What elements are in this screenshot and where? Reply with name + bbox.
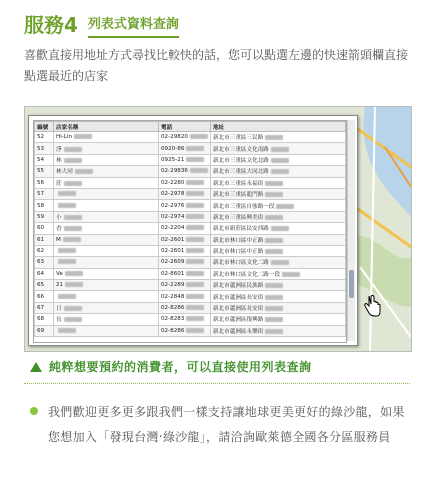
cell-text: 21 xyxy=(56,282,64,289)
redacted-text xyxy=(265,329,283,334)
cell-text: 新北市三重區文化南路 xyxy=(212,146,269,153)
cell-phone xyxy=(159,325,211,336)
cell-text: 林 xyxy=(56,157,62,164)
cell-store-name xyxy=(54,223,159,234)
cell-store-name xyxy=(54,200,159,211)
cell-text: 新北市林口區中正路 xyxy=(212,249,264,256)
redacted-text xyxy=(75,169,93,174)
cell-text: 59 xyxy=(37,213,45,220)
table-row[interactable] xyxy=(35,291,346,302)
redacted-text xyxy=(265,215,283,220)
redacted-text xyxy=(186,271,204,276)
cell-address xyxy=(210,177,345,188)
cell-text: 香 xyxy=(56,226,62,233)
redacted-text xyxy=(186,203,204,208)
cell-store-name xyxy=(54,291,159,302)
cell-store-name xyxy=(54,177,159,188)
cell-no xyxy=(35,268,54,279)
redacted-text xyxy=(186,237,204,242)
redacted-text xyxy=(58,203,76,208)
store-list-table xyxy=(34,121,346,337)
redacted-text xyxy=(65,271,83,276)
bullet-note xyxy=(30,400,410,450)
cell-address xyxy=(210,257,345,268)
cell-text: 02-8286 xyxy=(161,305,185,312)
figure-caption xyxy=(30,358,312,375)
cell-no xyxy=(35,177,54,188)
redacted-text xyxy=(186,157,204,162)
cell-text: 62 xyxy=(37,248,45,255)
cell-text: 02-2976 xyxy=(161,202,185,209)
redacted-text xyxy=(186,146,204,151)
cell-text: 61 xyxy=(37,236,45,243)
cell-text: 53 xyxy=(37,145,45,152)
cell-phone xyxy=(159,314,211,325)
cell-address xyxy=(210,143,345,154)
cell-phone xyxy=(159,234,211,245)
col-header-phone[interactable]: 電話 xyxy=(159,122,211,132)
cell-no xyxy=(35,154,54,165)
cell-phone xyxy=(159,132,211,143)
table-row[interactable] xyxy=(35,166,346,177)
redacted-text xyxy=(186,282,204,287)
cell-address xyxy=(210,245,345,256)
redacted-text xyxy=(265,135,283,140)
redacted-text xyxy=(186,259,204,264)
cell-phone xyxy=(159,291,211,302)
caption-text: 純粹想要預約的消費者，可以直接使用列表查詢 xyxy=(49,360,312,374)
redacted-text xyxy=(65,282,83,287)
cell-phone xyxy=(159,302,211,313)
cell-text: 57 xyxy=(37,191,45,198)
table-row[interactable] xyxy=(35,200,346,211)
redacted-text xyxy=(64,306,82,311)
cell-text: 02-2601 xyxy=(161,248,185,255)
redacted-text xyxy=(186,328,204,333)
cell-text: 02-2289 xyxy=(161,282,185,289)
cell-no xyxy=(35,302,54,313)
redacted-text xyxy=(271,226,289,231)
cell-store-name xyxy=(54,132,159,143)
cell-no xyxy=(35,188,54,199)
redacted-text xyxy=(58,259,76,264)
cell-text: 新北市蘆洲區永樂街 xyxy=(212,328,264,335)
col-header-address[interactable]: 地址 xyxy=(210,122,345,132)
intro-text: 喜歡直接用地址方式尋找比較快的話，您可以點選左邊的快速箭頭欄直接點選最近的店家 xyxy=(24,48,409,83)
table-row[interactable] xyxy=(35,280,346,291)
cell-text: 02-2848 xyxy=(161,293,185,300)
cell-store-name xyxy=(54,143,159,154)
redacted-text xyxy=(265,295,283,300)
col-header-name[interactable]: 店家名稱 xyxy=(54,122,159,132)
redacted-text xyxy=(58,248,76,253)
cell-text: 新北市蘆洲區長安街 xyxy=(212,306,264,313)
table-row[interactable] xyxy=(35,177,346,188)
redacted-text xyxy=(186,180,204,185)
redacted-text xyxy=(265,317,283,322)
redacted-text xyxy=(64,147,82,152)
cell-text: 52 xyxy=(37,134,45,141)
cell-text: 02-2974 xyxy=(161,213,185,220)
cell-text: 65 xyxy=(37,282,45,289)
redacted-text xyxy=(282,272,300,277)
cell-store-name xyxy=(54,211,159,222)
table-row[interactable] xyxy=(35,223,346,234)
table-row[interactable] xyxy=(35,245,346,256)
cell-text: 長 xyxy=(56,317,62,324)
section-header xyxy=(24,6,179,38)
cell-no xyxy=(35,280,54,291)
cell-text: 新北市三重區永福街 xyxy=(212,180,264,187)
cell-text: 0925-21 xyxy=(161,156,185,163)
cell-phone xyxy=(159,188,211,199)
cell-text: 02-2204 xyxy=(161,225,185,232)
cell-address xyxy=(210,223,345,234)
cell-text: 55 xyxy=(37,168,45,175)
cell-address xyxy=(210,291,345,302)
table-row[interactable] xyxy=(35,132,346,143)
cell-phone xyxy=(159,268,211,279)
cell-no xyxy=(35,257,54,268)
cell-text: 新北市三重區大同北路 xyxy=(212,169,269,176)
cell-no xyxy=(35,325,54,336)
cell-text: 日 xyxy=(56,306,62,313)
redacted-text xyxy=(276,204,294,209)
cell-text: 新北市三重區龍門路 xyxy=(212,192,264,199)
cell-address xyxy=(210,132,345,143)
redacted-text xyxy=(271,169,289,174)
table-row[interactable] xyxy=(35,143,346,154)
cell-phone xyxy=(159,177,211,188)
redacted-text xyxy=(64,181,82,186)
table-row[interactable] xyxy=(35,268,346,279)
table-row[interactable] xyxy=(35,302,346,313)
cell-text: 02-2609 xyxy=(161,259,185,266)
cell-text: 小 xyxy=(56,214,62,221)
cell-text: 02-8601 xyxy=(161,270,185,277)
redacted-text xyxy=(265,249,283,254)
cell-store-name xyxy=(54,280,159,291)
cell-no xyxy=(35,211,54,222)
cell-text: 新北市三重區文化北路 xyxy=(212,157,269,164)
cell-text: 63 xyxy=(37,259,45,266)
cell-text: 69 xyxy=(37,327,45,334)
cell-phone xyxy=(159,280,211,291)
store-list-table-wrap xyxy=(33,120,347,343)
cell-text: 58 xyxy=(37,202,45,209)
cell-address xyxy=(210,302,345,313)
cell-text: 66 xyxy=(37,293,45,300)
cell-text: Hi-Lin xyxy=(56,134,72,141)
cell-no xyxy=(35,200,54,211)
cell-phone xyxy=(159,257,211,268)
triangle-up-icon xyxy=(30,362,42,372)
redacted-text xyxy=(190,134,208,139)
table-scrollbar[interactable] xyxy=(347,120,355,341)
bullet-dot-icon xyxy=(30,407,38,415)
cell-text: M xyxy=(56,236,61,243)
cell-address xyxy=(210,211,345,222)
redacted-text xyxy=(64,215,82,220)
cell-text: 02-2978 xyxy=(161,191,185,198)
redacted-text xyxy=(58,328,76,333)
cell-address xyxy=(210,280,345,291)
table-row[interactable] xyxy=(35,257,346,268)
screenshot-figure xyxy=(24,106,412,352)
cell-text: 02-2601 xyxy=(161,236,185,243)
hand-pointer-icon xyxy=(363,295,381,317)
cell-text: 02-2280 xyxy=(161,179,185,186)
cell-text: 新北市蘆洲區復興路 xyxy=(212,317,264,324)
cell-phone xyxy=(159,245,211,256)
table-row[interactable] xyxy=(35,234,346,245)
cell-text: 54 xyxy=(37,156,45,163)
service-title: 列表式資料查詢 xyxy=(88,15,179,38)
cell-text: Ve xyxy=(56,270,63,277)
redacted-text xyxy=(63,237,81,242)
cell-phone xyxy=(159,223,211,234)
note-text: 我們歡迎更多更多跟我們一樣支持讓地球更美更好的綠沙龍，如果您想加入「發現台灣‧綠沙龍」，請洽詢歐萊德全國各分區服務員 xyxy=(48,405,405,444)
redacted-text xyxy=(64,226,82,231)
cell-store-name xyxy=(54,166,159,177)
cell-text: 新北市蘆洲區長安街 xyxy=(212,294,264,301)
redacted-text xyxy=(58,294,76,299)
cell-phone xyxy=(159,143,211,154)
redacted-text xyxy=(265,283,283,288)
redacted-text xyxy=(186,191,204,196)
cell-address xyxy=(210,325,345,336)
cell-text: 新北市三重區三民路 xyxy=(212,135,264,142)
redacted-text xyxy=(271,260,289,265)
redacted-text xyxy=(186,305,204,310)
table-row[interactable] xyxy=(35,314,346,325)
cell-address xyxy=(210,200,345,211)
divider xyxy=(24,383,410,384)
cell-phone xyxy=(159,200,211,211)
cell-store-name xyxy=(54,257,159,268)
cell-store-name xyxy=(54,302,159,313)
table-row[interactable] xyxy=(35,188,346,199)
cell-store-name xyxy=(54,234,159,245)
cell-no xyxy=(35,166,54,177)
redacted-text xyxy=(64,317,82,322)
cell-store-name xyxy=(54,245,159,256)
cell-no xyxy=(35,143,54,154)
redacted-text xyxy=(271,158,289,163)
table-row[interactable] xyxy=(35,325,346,336)
cell-text: 02-29836 xyxy=(161,168,188,175)
cell-text: 0920-86 xyxy=(161,145,185,152)
cell-text: 60 xyxy=(37,225,45,232)
cell-text: 新北市三重區興美街 xyxy=(212,214,264,221)
cell-address xyxy=(210,314,345,325)
cell-text: 02-29820 xyxy=(161,134,188,141)
store-list-panel xyxy=(28,115,358,346)
cell-text: 67 xyxy=(37,305,45,312)
redacted-text xyxy=(186,294,204,299)
cell-address xyxy=(210,234,345,245)
redacted-text xyxy=(186,214,204,219)
cell-phone xyxy=(159,154,211,165)
cell-no xyxy=(35,132,54,143)
redacted-text xyxy=(58,191,76,196)
redacted-text xyxy=(271,147,289,152)
cell-no xyxy=(35,291,54,302)
cell-store-name xyxy=(54,154,159,165)
col-header-no[interactable]: 編號 xyxy=(35,122,54,132)
cell-text: 56 xyxy=(37,179,45,186)
cell-no xyxy=(35,223,54,234)
cell-text: 新北市林口區文化二路 xyxy=(212,260,269,267)
redacted-text xyxy=(190,168,208,173)
redacted-text xyxy=(265,181,283,186)
cell-store-name xyxy=(54,314,159,325)
redacted-text xyxy=(186,248,204,253)
redacted-text xyxy=(74,134,92,139)
cell-text: 淨 xyxy=(56,146,62,153)
cell-store-name xyxy=(54,268,159,279)
cell-address xyxy=(210,268,345,279)
cell-text: 新北市林口區中正路 xyxy=(212,237,264,244)
cell-text: 68 xyxy=(37,316,45,323)
redacted-text xyxy=(186,225,204,230)
cell-phone xyxy=(159,166,211,177)
redacted-text xyxy=(265,192,283,197)
redacted-text xyxy=(265,238,283,243)
table-header-row xyxy=(35,122,346,132)
cell-no xyxy=(35,314,54,325)
cell-address xyxy=(210,188,345,199)
table-row[interactable] xyxy=(35,211,346,222)
cell-text: 莊 xyxy=(56,180,62,187)
cell-text: 新北市新莊區民安西路 xyxy=(212,226,269,233)
service-number: 服務4 xyxy=(24,13,78,37)
cell-phone xyxy=(159,211,211,222)
redacted-text xyxy=(64,158,82,163)
cell-text: 新北市林口區文化二路一段 xyxy=(212,271,281,278)
cell-no xyxy=(35,245,54,256)
cell-text: 新北市蘆洲區民族路 xyxy=(212,283,264,290)
table-body xyxy=(35,132,346,337)
cell-text: 02-8286 xyxy=(161,327,185,334)
cell-text: 新北市三重區自強路一段 xyxy=(212,203,275,210)
cell-text: 64 xyxy=(37,270,45,277)
cell-text: 02-8283 xyxy=(161,316,185,323)
table-row[interactable] xyxy=(35,154,346,165)
scrollbar-thumb[interactable] xyxy=(349,270,354,298)
cell-no xyxy=(35,234,54,245)
cell-address xyxy=(210,166,345,177)
cell-address xyxy=(210,154,345,165)
cell-store-name xyxy=(54,188,159,199)
redacted-text xyxy=(265,306,283,311)
redacted-text xyxy=(186,316,204,321)
cell-store-name xyxy=(54,325,159,336)
cell-text: 林大同 xyxy=(56,169,73,176)
